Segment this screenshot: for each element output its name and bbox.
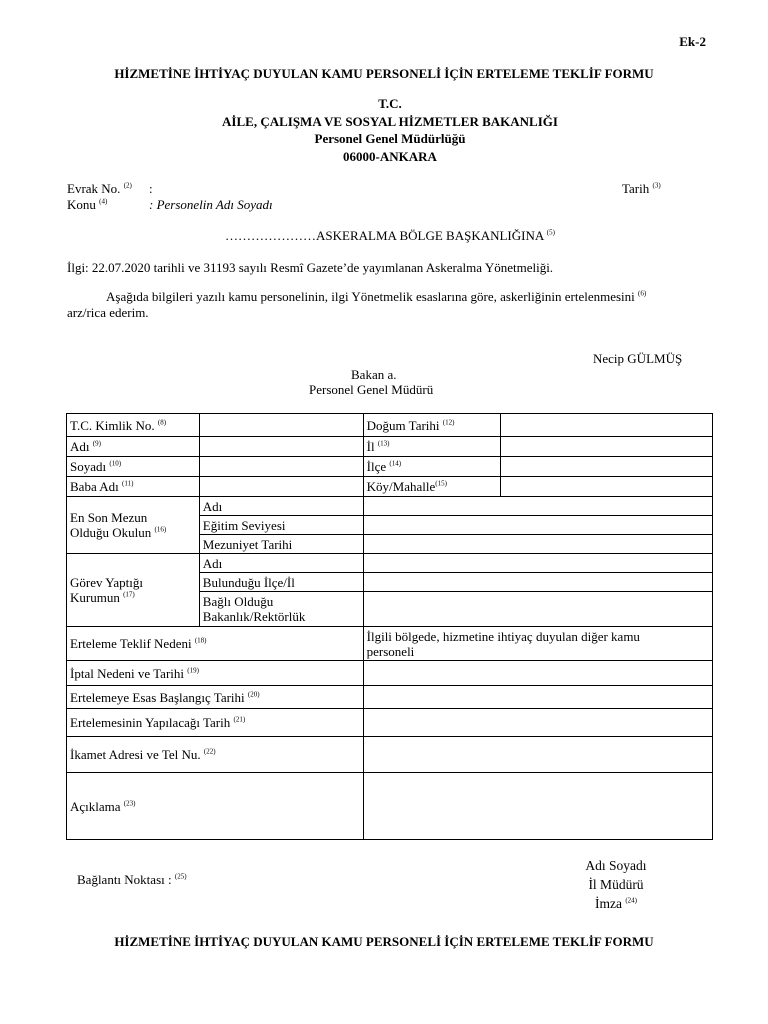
koy-sup: (15): [435, 479, 447, 488]
form-title-top: HİZMETİNE İHTİYAÇ DUYULAN KAMU PERSONELİ İÇİN ERTELEME TEKLİF FORMU: [114, 66, 654, 81]
tc-kimlik-sup: (8): [157, 418, 167, 427]
konu-value: : Personelin Adı Soyadı: [149, 197, 273, 212]
baslangic-label-cell: [67, 686, 364, 709]
baslangic-label: Ertelemeye Esas Başlangıç Tarihi: [70, 689, 245, 705]
il-label-cell: [363, 437, 500, 457]
personnel-form-table: [66, 413, 713, 840]
okul-label-cell: [67, 497, 200, 554]
table-row: [67, 773, 713, 840]
kurum-label1: Görev Yaptığı: [70, 575, 143, 590]
aciklama-label-cell: [67, 773, 364, 840]
tc-kimlik-field[interactable]: [199, 414, 363, 437]
baba-adi-field[interactable]: [199, 477, 363, 497]
addressee: [0, 228, 768, 244]
adi-field[interactable]: [199, 437, 363, 457]
baglanti-noktasi: [77, 872, 187, 888]
iptal-label: İptal Nedeni ve Tarihi: [70, 665, 185, 681]
okul-egitim-field[interactable]: [363, 516, 712, 535]
okul-mezuniyet-label: Mezuniyet Tarihi: [199, 535, 363, 554]
teklif-nedeni-value-cell[interactable]: [363, 627, 712, 661]
okul-adi-label: Adı: [199, 497, 363, 516]
teklif-nedeni-label-cell: [67, 627, 364, 661]
header-ministry: AİLE, ÇALIŞMA VE SOSYAL HİZMETLER BAKANLIĞI: [222, 114, 558, 129]
okul-mezuniyet-field[interactable]: [363, 535, 712, 554]
tarih-row: [622, 181, 661, 197]
sign-imza: İmza: [594, 896, 622, 911]
header-directorate: Personel Genel Müdürlüğü: [314, 131, 466, 146]
yapilacagi-sup: (21): [233, 715, 246, 724]
baba-adi-label: Baba Adı: [70, 479, 119, 494]
il-label: İl: [366, 439, 375, 454]
koy-label-cell: [363, 477, 500, 497]
tarih-sup: (3): [652, 181, 661, 190]
dogum-tarihi-label: Doğum Tarihi: [366, 417, 440, 433]
aciklama-label: Açıklama: [70, 798, 121, 814]
sign-sup: (24): [625, 896, 638, 905]
body-sup: (6): [638, 289, 647, 298]
evrak-no-colon: :: [149, 181, 153, 196]
kurum-bulundugu-label: Bulunduğu İlçe/İl: [199, 573, 363, 592]
kurum-bagli-field[interactable]: [363, 592, 712, 627]
aciklama-field[interactable]: [363, 773, 712, 840]
kurum-bagli-label1: Bağlı Olduğu: [202, 594, 274, 609]
iptal-field[interactable]: [363, 661, 712, 686]
soyadi-label: Soyadı: [70, 459, 107, 474]
konu-row: [67, 197, 107, 213]
table-row: [67, 437, 713, 457]
body-text1: Aşağıda bilgileri yazılı kamu personelinin, ilgi Yönetmelik esaslarına göre, askerliğinin ertelenmesini: [106, 289, 635, 304]
iptal-label-cell: [67, 661, 364, 686]
header-tc: T.C.: [378, 96, 402, 111]
table-row: [67, 686, 713, 709]
evrak-no-sup: (2): [123, 181, 132, 190]
ilce-sup: (14): [389, 459, 402, 468]
konu-label: Konu: [67, 197, 96, 212]
okul-sup: (16): [154, 525, 167, 534]
adi-label-cell: [67, 437, 200, 457]
table-row: [67, 737, 713, 773]
annex-label: Ek-2: [679, 34, 706, 49]
body-text-line1: [106, 289, 713, 305]
iptal-sup: (19): [187, 666, 199, 675]
sign-name: Adı Soyadı: [585, 858, 647, 873]
teklif-nedeni-value2: personeli: [366, 643, 415, 659]
table-row: [67, 497, 713, 516]
table-row: [67, 457, 713, 477]
tc-kimlik-label: T.C. Kimlik No.: [70, 417, 155, 433]
table-row: [67, 661, 713, 686]
table-row: [67, 627, 713, 661]
dogum-tarihi-label-cell: [363, 414, 500, 437]
sign-title: İl Müdürü: [588, 877, 644, 892]
yapilacagi-label-cell: [67, 709, 364, 737]
koy-field[interactable]: [500, 477, 713, 497]
ikamet-label-cell: [67, 737, 364, 773]
ikamet-label: İkamet Adresi ve Tel Nu.: [70, 747, 201, 762]
kurum-label2: Kurumun: [70, 590, 120, 605]
teklif-nedeni-value1: İlgili bölgede, hizmetine ihtiyaç duyulan diğer kamu: [366, 628, 640, 644]
soyadi-label-cell: [67, 457, 200, 477]
tarih-label: Tarih: [622, 181, 650, 196]
soyadi-field[interactable]: [199, 457, 363, 477]
signature-block: [566, 856, 666, 913]
okul-label1: En Son Mezun: [70, 510, 148, 525]
addressee-text: …………………ASKERALMA BÖLGE BAŞKANLIĞINA: [225, 228, 544, 243]
table-row: [67, 554, 713, 573]
evrak-no-label: Evrak No.: [67, 181, 121, 196]
ikamet-field[interactable]: [363, 737, 712, 773]
tc-kimlik-label-cell: [67, 414, 200, 437]
soyadi-sup: (10): [109, 459, 122, 468]
signer-title1: Bakan a.: [351, 367, 397, 382]
form-title-bottom: HİZMETİNE İHTİYAÇ DUYULAN KAMU PERSONELİ İÇİN ERTELEME TEKLİF FORMU: [114, 934, 654, 949]
baba-adi-sup: (11): [122, 479, 134, 488]
addressee-sup: (5): [546, 228, 555, 237]
dogum-tarihi-sup: (12): [442, 418, 455, 427]
table-row: [67, 414, 713, 437]
baglanti-label: Bağlantı Noktası :: [77, 872, 172, 887]
baslangic-sup: (20): [247, 690, 260, 699]
body-text2: arz/rica ederim.: [67, 305, 149, 320]
ilce-field[interactable]: [500, 457, 713, 477]
yapilacagi-field[interactable]: [363, 709, 712, 737]
kurum-sup: (17): [123, 590, 135, 599]
ilce-label: İlçe: [366, 459, 387, 474]
baba-adi-label-cell: [67, 477, 200, 497]
konu-sup: (4): [99, 197, 108, 206]
yapilacagi-label: Ertelemesinin Yapılacağı Tarih: [70, 715, 231, 730]
ilce-label-cell: [363, 457, 500, 477]
adi-label: Adı: [70, 439, 90, 454]
signer-title2: Personel Genel Müdürü: [309, 382, 434, 397]
signer-name: Necip GÜLMÜŞ: [593, 351, 683, 366]
okul-egitim-label: Eğitim Seviyesi: [199, 516, 363, 535]
header-city: 06000-ANKARA: [343, 149, 437, 164]
table-row: [67, 709, 713, 737]
il-sup: (13): [377, 439, 390, 448]
kurum-bagli-label: [199, 592, 363, 627]
teklif-nedeni-label: Erteleme Teklif Nedeni: [70, 636, 192, 651]
okul-adi-field[interactable]: [363, 497, 712, 516]
dogum-tarihi-field[interactable]: [500, 414, 713, 437]
il-field[interactable]: [500, 437, 713, 457]
adi-sup: (9): [92, 439, 101, 448]
baglanti-sup: (25): [174, 872, 187, 881]
ikamet-sup: (22): [203, 747, 216, 756]
kurum-adi-label: Adı: [199, 554, 363, 573]
okul-label2: Olduğu Okulun: [70, 525, 152, 540]
kurum-bulundugu-field[interactable]: [363, 573, 712, 592]
kurum-adi-field[interactable]: [363, 554, 712, 573]
kurum-bagli-label2: Bakanlık/Rektörlük: [202, 609, 306, 624]
koy-label: Köy/Mahalle: [366, 479, 436, 494]
kurum-label-cell: [67, 554, 200, 627]
ilgi-line: İlgi: 22.07.2020 tarihli ve 31193 sayılı Resmî Gazete’de yayımlanan Askeralma Yönetmeliği.: [67, 260, 554, 275]
baslangic-field[interactable]: [363, 686, 712, 709]
aciklama-sup: (23): [123, 799, 136, 808]
evrak-no-row: [67, 181, 132, 197]
teklif-nedeni-sup: (18): [194, 636, 207, 645]
table-row: [67, 477, 713, 497]
